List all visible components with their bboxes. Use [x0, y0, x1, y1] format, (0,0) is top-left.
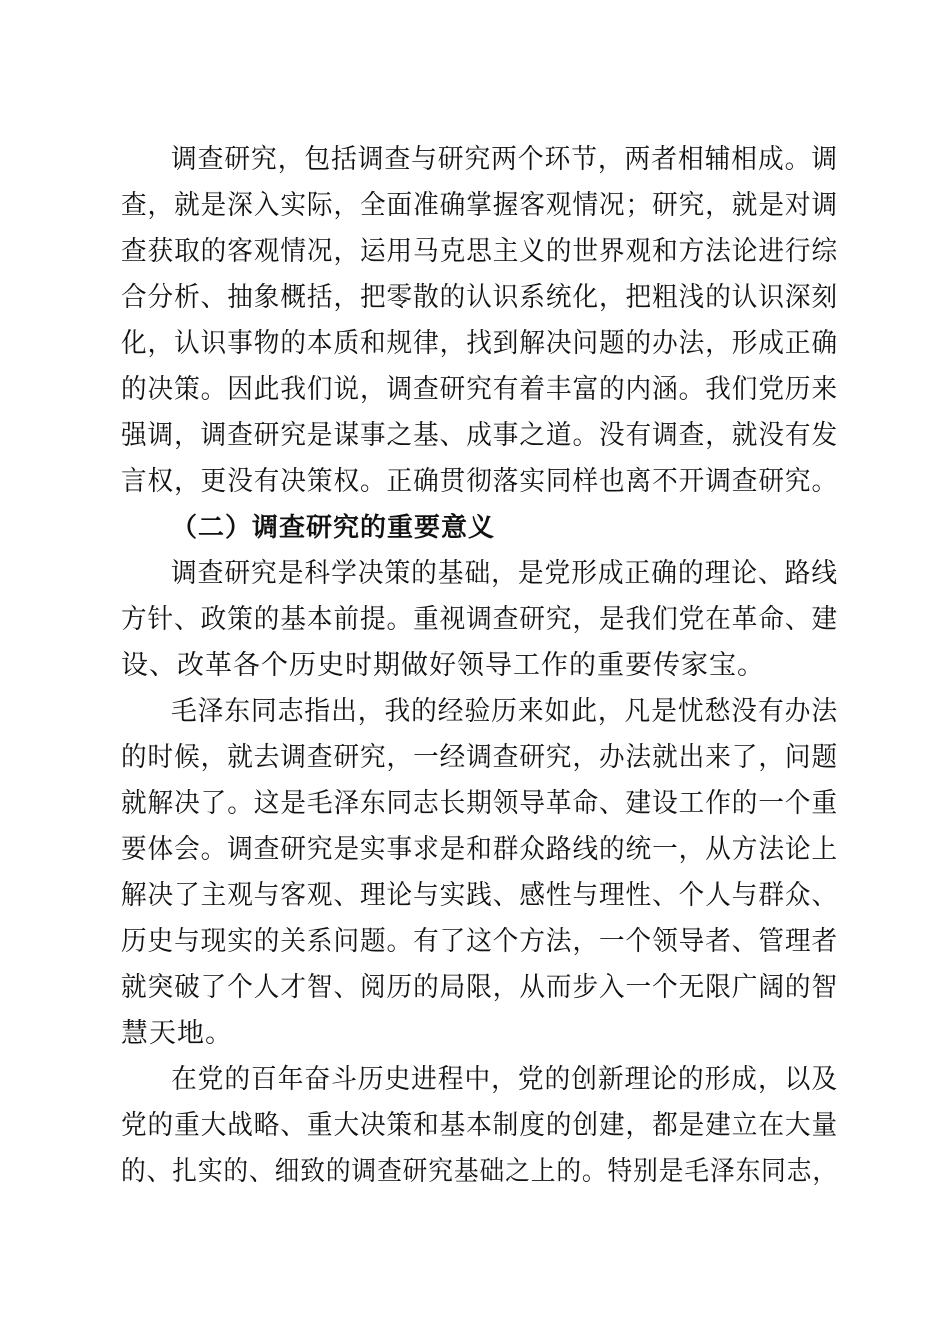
paragraph-line: 要体会。调查研究是实事求是和群众路线的统一，从方法论上	[121, 834, 838, 865]
paragraph-line: 毛泽东同志指出，我的经验历来如此，凡是忧愁没有办法	[171, 696, 838, 727]
section-heading: （二）调查研究的重要意义	[171, 513, 496, 543]
paragraph-line: 调查研究，包括调查与研究两个环节，两者相辅相成。调	[171, 144, 838, 175]
paragraph-line: 历史与现实的关系问题。有了这个方法，一个领导者、管理者	[121, 926, 838, 957]
paragraph-line: 党的重大战略、重大决策和基本制度的创建，都是建立在大量	[121, 1110, 838, 1141]
paragraph-line: 强调，调查研究是谋事之基、成事之道。没有调查，就没有发	[121, 420, 838, 451]
paragraph-line: 查，就是深入实际，全面准确掌握客观情况；研究，就是对调	[121, 190, 838, 221]
paragraph-line: 化，认识事物的本质和规律，找到解决问题的办法，形成正确	[121, 328, 838, 359]
paragraph-line: 就解决了。这是毛泽东同志长期领导革命、建设工作的一个重	[121, 788, 838, 819]
paragraph-line: 在党的百年奋斗历史进程中，党的创新理论的形成，以及	[171, 1064, 838, 1095]
paragraph-line: 查获取的客观情况，运用马克思主义的世界观和方法论进行综	[121, 236, 838, 267]
paragraph-line: 慧天地。	[121, 1018, 233, 1049]
paragraph-line: 言权，更没有决策权。正确贯彻落实同样也离不开调查研究。	[121, 466, 838, 497]
paragraph-line: 就突破了个人才智、阅历的局限，从而步入一个无限广阔的智	[121, 972, 838, 1003]
paragraph-line: 方针、政策的基本前提。重视调查研究，是我们党在革命、建	[121, 604, 838, 635]
paragraph-line: 合分析、抽象概括，把零散的认识系统化，把粗浅的认识深刻	[121, 282, 838, 313]
paragraph-line: 的时候，就去调查研究，一经调查研究，办法就出来了，问题	[121, 742, 838, 773]
paragraph-line: 调查研究是科学决策的基础，是党形成正确的理论、路线	[171, 558, 838, 589]
paragraph-line: 的、扎实的、细致的调查研究基础之上的。特别是毛泽东同志，	[121, 1156, 838, 1187]
paragraph-line: 设、改革各个历史时期做好领导工作的重要传家宝。	[121, 650, 765, 681]
paragraph-line: 的决策。因此我们说，调查研究有着丰富的内涵。我们党历来	[121, 374, 838, 405]
paragraph-line: 解决了主观与客观、理论与实践、感性与理性、个人与群众、	[121, 880, 838, 911]
